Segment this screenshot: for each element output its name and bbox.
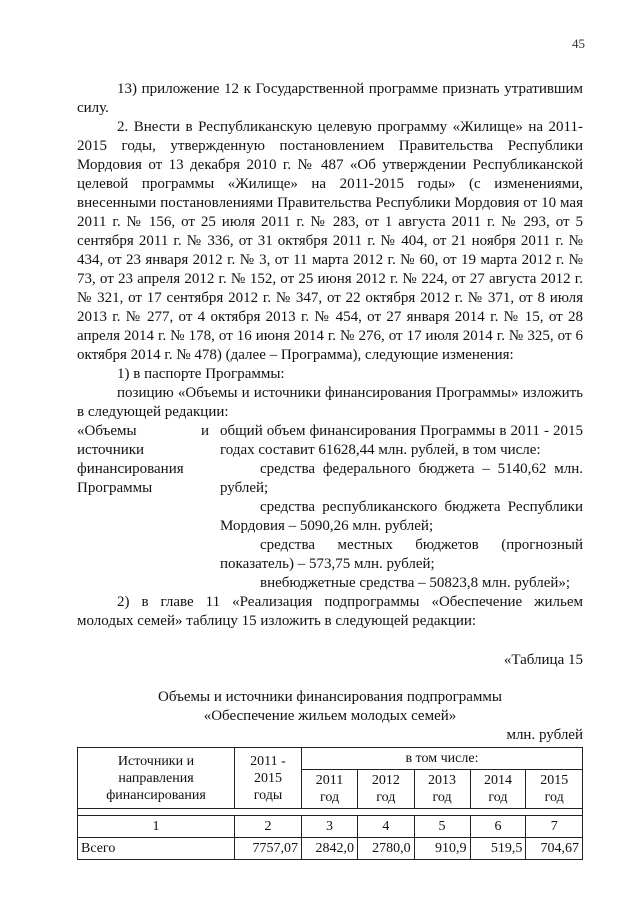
passport-left-label: «Объемы и источники финансирования Программы xyxy=(77,423,209,496)
header-year: 2015 год xyxy=(526,770,583,809)
row-value: 7757,07 xyxy=(235,838,302,860)
paragraph-amendments: 2. Внести в Республиканскую целевую программу «Жилище» на 2011-2015 годы, утвержденную постановлением Правительства Республики Мордовия от 13 декабря 2010 г. № 487 «Об утверждении Республиканской целевой программы «Жилище» на 2011-2015 годы» (с изменениями, внесенными постановлениями Правительства Республики Мордовия от 10 мая 2011 г. № 156, от 25 июля 2011 г. № 283, от 1 августа 2011 г. № 293, от 5 сентября 2011 г. № 336, от 31 октября 2011 г. № 404, от 21 ноября 2011 г. № 434, от 23 января 2012 г. № 3, от 11 марта 2012 г. № 60, от 19 марта 2012 г. № 73, от 23 апреля 2012 г. № 152, от 25 июня 2012 г. № 224, от 27 августа 2012 г. № 321, от 17 сентября 2012 г. № 347, от 22 октября 2012 г. № 371, от 8 июля 2013 г. № 277, от 4 октября 2013 г. № 454, от 27 января 2014 г. № 15, от 28 апреля 2014 г. № 178, от 16 июня 2014 г. № 276, от 17 июля 2014 г. № 325, от 6 октября 2014 г. № 478) (далее – Программа), следующие изменения: xyxy=(77,119,583,363)
row-label: Всего xyxy=(78,838,235,860)
table-units: млн. рублей xyxy=(506,727,583,743)
paragraph-passport: 1) в паспорте Программы: xyxy=(117,366,285,382)
header-year: 2011 год xyxy=(302,770,358,809)
table-title-line-1: Объемы и источники финансирования подпрограммы xyxy=(158,689,502,705)
financing-table xyxy=(77,747,583,860)
row-value: 519,5 xyxy=(470,838,526,860)
header-year: 2014 год xyxy=(470,770,526,809)
passport-total: общий объем финансирования Программы в 2011 - 2015 годах составит 61628,44 млн. рублей, в том числе: xyxy=(220,423,583,458)
paragraph-chapter-11: 2) в главе 11 «Реализация подпрограммы «Обеспечение жильем молодых семей» таблицу 15 изложить в следующей редакции: xyxy=(77,594,583,629)
row-value: 704,67 xyxy=(526,838,583,860)
header-period: 2011 - 2015 годы xyxy=(235,748,302,809)
row-value: 2842,0 xyxy=(302,838,358,860)
index-cell: 3 xyxy=(302,816,358,838)
index-cell: 1 xyxy=(78,816,235,838)
passport-federal: средства федерального бюджета – 5140,62 млн. рублей; xyxy=(220,461,583,496)
table-index-row xyxy=(78,816,583,838)
table-label: «Таблица 15 xyxy=(503,652,583,668)
table-gap xyxy=(78,809,583,816)
header-source: Источники и направления финансирования xyxy=(78,748,235,809)
header-year: 2013 год xyxy=(414,770,470,809)
passport-extra: внебюджетные средства – 50823,8 млн. рублей»; xyxy=(260,575,571,591)
header-including: в том числе: xyxy=(302,748,583,770)
paragraph-position: позицию «Объемы и источники финансирования Программы» изложить в следующей редакции: xyxy=(77,385,583,420)
header-year: 2012 год xyxy=(358,770,415,809)
row-value: 2780,0 xyxy=(358,838,415,860)
index-cell: 2 xyxy=(235,816,302,838)
index-cell: 7 xyxy=(526,816,583,838)
page-number: 45 xyxy=(572,36,585,51)
index-cell: 6 xyxy=(470,816,526,838)
passport-republic: средства республиканского бюджета Республики Мордовия – 5090,26 млн. рублей; xyxy=(220,499,583,534)
document-body xyxy=(77,80,583,860)
index-cell: 4 xyxy=(358,816,415,838)
passport-right-text xyxy=(220,422,583,593)
table-row xyxy=(78,838,583,860)
passport-local: средства местных бюджетов (прогнозный показатель) – 573,75 млн. рублей; xyxy=(220,537,583,572)
passport-block xyxy=(77,422,583,593)
index-cell: 5 xyxy=(414,816,470,838)
paragraph-item-13: 13) приложение 12 к Государственной программе признать утратившим силу. xyxy=(77,81,583,116)
row-value: 910,9 xyxy=(414,838,470,860)
table-title-line-2: «Обеспечение жильем молодых семей» xyxy=(203,708,457,724)
